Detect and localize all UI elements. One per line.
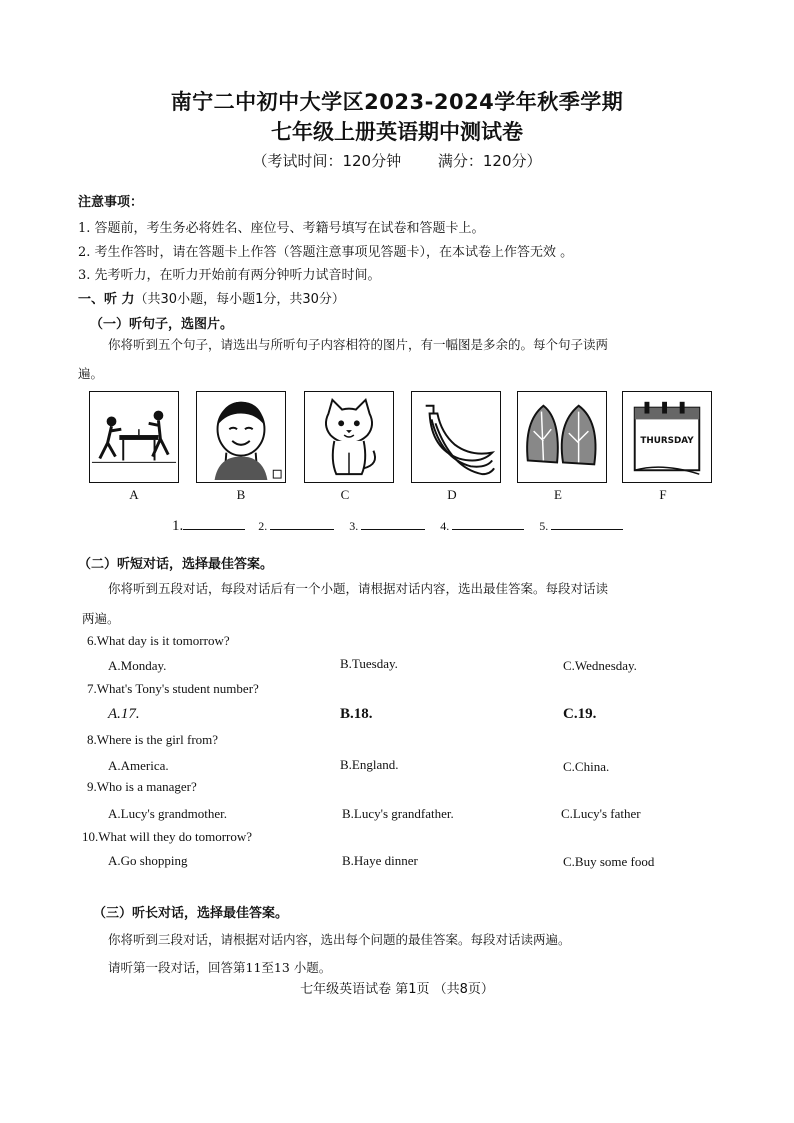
blank-number-2: 2. <box>258 519 268 533</box>
picture-b-boy-laughing <box>196 391 286 483</box>
q9-option-a[interactable]: A.Lucy's grandmother. <box>108 806 227 821</box>
section1-score-info: （共30小题，每小题1分，共30分） <box>134 292 345 307</box>
answer-blanks-row <box>172 517 623 535</box>
q8-option-b[interactable]: B.England. <box>340 757 399 772</box>
answer-blank-2[interactable] <box>270 517 334 530</box>
q6-option-c[interactable]: C.Wednesday. <box>563 658 637 673</box>
notice-item-2: 2. 考生作答时，请在答题卡上作答（答题注意事项见答题卡），在本试卷上作答无效 。 <box>78 245 574 260</box>
notice-item-1: 1. 答题前，考生务必将姓名、座位号、考籍号填写在试卷和答题卡上。 <box>78 221 485 236</box>
q6-option-a[interactable]: A.Monday. <box>108 658 167 673</box>
picture-label-d: D <box>447 487 457 502</box>
q10-option-c[interactable]: C.Buy some food <box>563 854 655 869</box>
picture-label-c: C <box>340 487 350 502</box>
picture-c-cat <box>304 391 394 483</box>
q7-option-c[interactable]: C.19. <box>563 706 597 722</box>
part3-instruction: 你将听到三段对话，请根据对话内容，选出每个问题的最佳答案。每段对话读两遍。 <box>108 932 571 947</box>
q8-option-a[interactable]: A.America. <box>108 758 169 773</box>
calendar-day-text: THURSDAY <box>640 435 694 446</box>
blank-number-1: 1. <box>172 518 184 534</box>
answer-blank-3[interactable] <box>361 517 425 530</box>
section1-title: 一、听 力 <box>78 292 135 307</box>
part3-first-dialog: 请听第一段对话，回答第11至13 小题。 <box>108 960 332 975</box>
picture-label-a: A <box>129 487 139 502</box>
exam-time: （考试时间：120分钟 <box>252 152 402 170</box>
q10-option-b[interactable]: B.Haye dinner <box>342 853 418 868</box>
picture-d-bananas <box>411 391 501 483</box>
ping-pong-icon <box>90 392 178 482</box>
boy-laughing-icon <box>197 392 285 482</box>
page-footer: 七年级英语试卷 第1页 （共8页） <box>300 982 494 997</box>
notice-heading: 注意事项： <box>78 195 144 210</box>
exam-info <box>0 150 794 171</box>
part3-title: （三）听长对话，选择最佳答案。 <box>93 906 289 921</box>
picture-f-calendar <box>622 391 712 483</box>
part1-instruction-line1: 你将听到五个句子，请选出与所听句子内容相符的图片，有一幅图是多余的。每个句子读两 <box>108 337 609 352</box>
full-score: 满分：120分） <box>437 152 542 170</box>
bananas-icon <box>412 392 500 482</box>
q10-option-a[interactable]: A.Go shopping <box>108 853 188 868</box>
question-7: 7.What's Tony's student number? <box>87 681 259 696</box>
picture-label-e: E <box>554 487 562 502</box>
q7-option-b[interactable]: B.18. <box>340 706 373 722</box>
exam-title-line1: 南宁二中初中大学区2023-2024学年秋季学期 <box>170 90 624 114</box>
blank-number-5: 5. <box>539 519 549 533</box>
calendar-icon <box>623 392 711 482</box>
picture-label-f: F <box>659 487 667 502</box>
part1-title: （一）听句子，选图片。 <box>90 317 234 332</box>
part2-title: （二）听短对话，选择最佳答案。 <box>78 557 274 572</box>
question-9: 9.Who is a manager? <box>87 779 197 794</box>
q6-option-b[interactable]: B.Tuesday. <box>340 656 398 671</box>
vegetables-icon <box>518 392 606 482</box>
q9-option-b[interactable]: B.Lucy's grandfather. <box>342 806 454 821</box>
question-6: 6.What day is it tomorrow? <box>87 633 230 648</box>
picture-a-ping-pong <box>89 391 179 483</box>
notice-item-3: 3. 先考听力，在听力开始前有两分钟听力试音时间。 <box>78 268 381 283</box>
picture-e-vegetables <box>517 391 607 483</box>
question-10: 10.What will they do tomorrow? <box>82 829 253 844</box>
part2-instruction-line1: 你将听到五段对话，每段对话后有一个小题，请根据对话内容，选出最佳答案。每段对话读 <box>108 581 609 596</box>
section1-heading <box>78 288 345 307</box>
picture-label-b: B <box>236 487 246 502</box>
blank-number-3: 3. <box>349 519 359 533</box>
part1-instruction-line2: 遍。 <box>78 366 104 381</box>
cat-icon <box>305 392 393 482</box>
blank-number-4: 4. <box>440 519 450 533</box>
q8-option-c[interactable]: C.China. <box>563 759 610 774</box>
part2-instruction-line2: 两遍。 <box>82 611 120 626</box>
exam-title-line2: 七年级上册英语期中测试卷 <box>271 120 523 144</box>
question-8: 8.Where is the girl from? <box>87 732 219 747</box>
answer-blank-1[interactable] <box>183 517 245 530</box>
q9-option-c[interactable]: C.Lucy's father <box>561 806 641 821</box>
answer-blank-4[interactable] <box>452 517 524 530</box>
answer-blank-5[interactable] <box>551 517 623 530</box>
q7-option-a[interactable]: A.17. <box>108 706 140 722</box>
